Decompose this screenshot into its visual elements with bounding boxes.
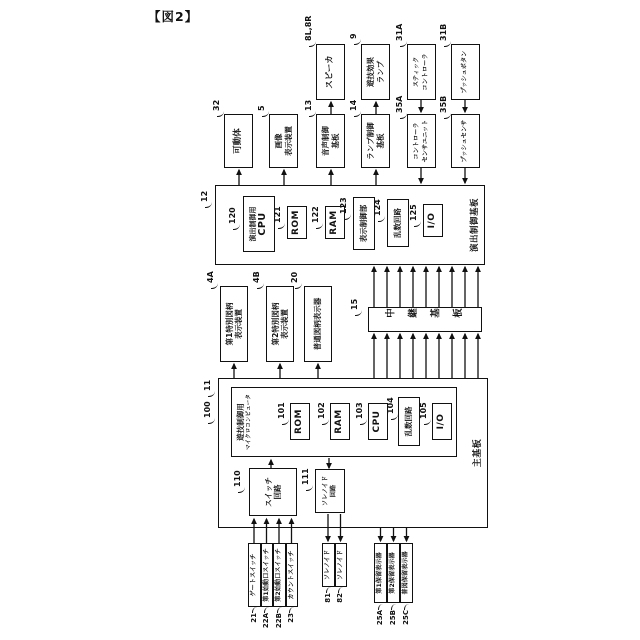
ref-21: 21	[251, 613, 258, 639]
io-box-105: I/O	[432, 403, 452, 440]
ref-5: 5	[257, 105, 266, 111]
speaker-box: スピーカ	[316, 44, 345, 100]
ref-4b: 4B	[252, 271, 261, 283]
presentation-cpu-line1: 演出制御用	[248, 206, 257, 242]
ref-20: 20	[290, 271, 299, 283]
ref-110: 110	[233, 470, 242, 487]
audio-control-board-box: 音声制御 基板	[316, 114, 345, 168]
controller-sensor-unit-box: コントローラ センサユニット	[407, 114, 436, 168]
normal-hold-display-box: 普図保留表示器	[400, 543, 413, 603]
ref-31b: 31B	[439, 23, 448, 41]
display-control-box: 表示制御部	[353, 197, 375, 250]
ref-104: 104	[386, 397, 395, 414]
microcomputer-title-line1: 遊技制御用	[236, 403, 245, 441]
presentation-ram-box: RAM	[325, 206, 345, 239]
lamp-control-board-box: ランプ制御 基板	[361, 114, 390, 168]
ref-101: 101	[277, 402, 286, 419]
ref-11: 11	[203, 379, 212, 391]
ref-32: 32	[212, 99, 221, 111]
presentation-rom-box: ROM	[287, 206, 307, 239]
push-sensor-box: プッシュセンサ	[451, 114, 480, 168]
relay-board-label: 中継基板	[384, 309, 475, 320]
ref-125: 125	[409, 204, 418, 221]
ref-35a: 35A	[395, 95, 404, 113]
ref-22a: 22A	[263, 613, 270, 639]
ref-111: 111	[301, 468, 310, 485]
hold-display-1-box: 第1保留表示器	[374, 543, 387, 603]
special-symbol-display-1: 第1特別図柄 表示装置	[220, 286, 248, 362]
presentation-io-box: I/O	[423, 204, 443, 237]
presentation-cpu-box	[243, 196, 275, 252]
solenoid-81-box: ソレノイド	[322, 543, 335, 587]
game-control-microcomputer	[231, 387, 457, 457]
ref-122: 122	[311, 206, 320, 223]
ref-103: 103	[355, 402, 364, 419]
solenoid-82-box: ソレノイド	[335, 543, 348, 587]
solenoid-circuit-box: ソレノイド 回路	[315, 469, 345, 513]
ref-124: 124	[373, 199, 382, 216]
count-switch-box: カウントスイッチ	[286, 543, 299, 607]
ref-121: 121	[273, 206, 282, 223]
ref-25a: 25A	[377, 610, 384, 636]
ref-23: 23	[288, 613, 295, 639]
ref-13: 13	[304, 99, 313, 111]
presentation-board-title: 演出制御基板	[470, 198, 480, 253]
ram-box-102: RAM	[330, 403, 350, 440]
ref-9: 9	[349, 33, 358, 39]
hold-display-2-box: 第2保留表示器	[387, 543, 400, 603]
special-symbol-display-2: 第2特別図柄 表示装置	[266, 286, 294, 362]
ref-14: 14	[349, 99, 358, 111]
normal-symbol-display: 普通図柄表示器	[304, 286, 332, 362]
switch-circuit-box: スイッチ 回路	[249, 468, 297, 516]
presentation-cpu-line2: CPU	[257, 212, 269, 236]
image-display-box: 画像 表示装置	[269, 114, 298, 168]
ref-81: 81	[325, 593, 332, 619]
cpu-box-103: CPU	[368, 403, 388, 440]
movable-body-box: 可動体	[224, 114, 253, 168]
ref-31a: 31A	[395, 23, 404, 41]
start-switch-2-box: 第2始動口スイッチ	[273, 543, 286, 607]
rom-box-101: ROM	[290, 403, 310, 440]
ref-22b: 22B	[276, 613, 283, 639]
main-board-title: 主基板	[473, 438, 483, 468]
ref-8l8r: 8L,8R	[304, 15, 313, 41]
random-circuit-box-104: 乱数回路	[398, 397, 420, 446]
ref-15: 15	[350, 298, 359, 310]
presentation-control-board	[215, 185, 485, 265]
presentation-random-circuit-box: 乱数回路	[387, 199, 409, 247]
ref-12: 12	[200, 190, 209, 202]
ref-102: 102	[317, 402, 326, 419]
push-button-box: プッシュボタン	[451, 44, 480, 100]
ref-123: 123	[339, 197, 348, 214]
ref-105: 105	[419, 402, 428, 419]
ref-35b: 35B	[439, 95, 448, 113]
ref-25b: 25B	[390, 610, 397, 636]
ref-100: 100	[203, 401, 212, 418]
figure-number-label: 【図2】	[148, 9, 199, 24]
ref-82: 82	[337, 593, 344, 619]
ref-25c: 25C	[403, 610, 410, 636]
ref-4a: 4A	[206, 271, 215, 283]
ref-120: 120	[228, 207, 237, 224]
gate-switch-box: ゲートスイッチ	[248, 543, 261, 607]
microcomputer-title-line2: マイクロコンピュータ	[246, 394, 252, 450]
stick-controller-box: スティック コントローラ	[407, 44, 436, 100]
main-board	[203, 378, 488, 528]
effect-lamp-box: 遊技効果 ランプ	[361, 44, 390, 100]
start-switch-1-box: 第1始動口スイッチ	[261, 543, 274, 607]
relay-board	[368, 307, 482, 332]
